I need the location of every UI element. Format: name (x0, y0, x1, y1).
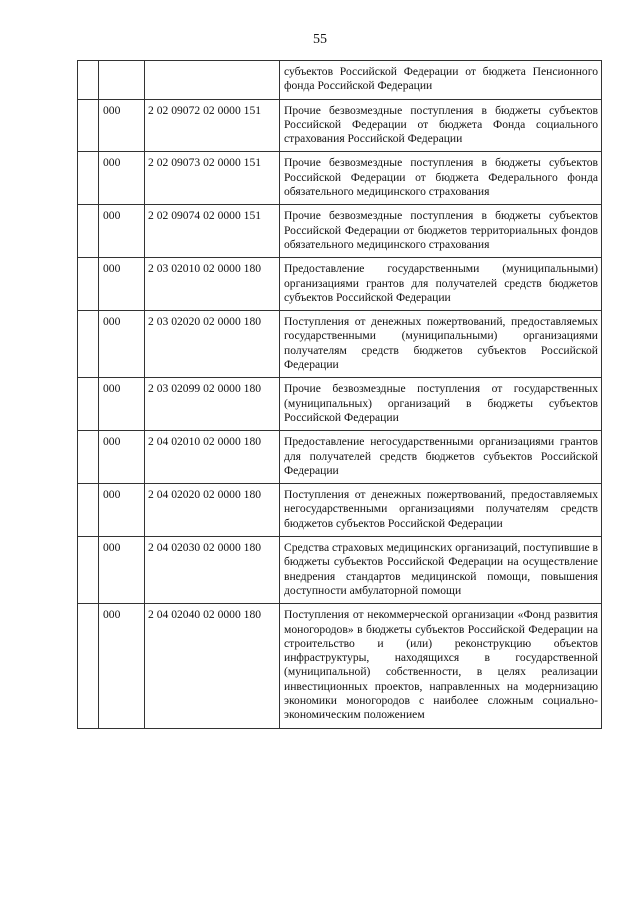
income-name: Предоставление государственными (муниципальными) организациями грантов для получателей средств бюджетов субъектов Российской Федерации (284, 262, 598, 304)
admin-code-cell (99, 152, 145, 205)
budget-code-cell (145, 378, 280, 431)
income-name-cell (280, 99, 602, 152)
admin-code: 000 (103, 156, 121, 170)
budget-code-cell (145, 311, 280, 378)
budget-code: 2 03 02020 02 0000 180 (148, 315, 262, 329)
table-row (78, 99, 602, 152)
budget-code-cell (145, 484, 280, 537)
blank-cell (78, 537, 99, 604)
budget-code: 2 04 02020 02 0000 180 (148, 488, 262, 502)
table-row (78, 484, 602, 537)
income-name: Прочие безвозмездные поступления от государственных (муниципальных) организаций в бюджеты субъектов Российской Федерации (284, 382, 598, 424)
income-name: Предоставление негосударственными организациями грантов для получателей средств бюджетов субъектов Российской Федерации (284, 435, 598, 477)
budget-code-cell (145, 205, 280, 258)
table-row (78, 258, 602, 311)
income-name: Поступления от денежных пожертвований, предоставляемых негосударственными организациями получателям средств бюджетов субъектов Российской Федерации (284, 488, 598, 530)
income-name-cell (280, 484, 602, 537)
table-row (78, 152, 602, 205)
admin-code: 000 (103, 382, 121, 396)
budget-code-cell (145, 258, 280, 311)
budget-code: 2 02 09073 02 0000 151 (148, 156, 262, 170)
blank-cell (78, 311, 99, 378)
income-name: Прочие безвозмездные поступления в бюджеты субъектов Российской Федерации от бюджета Фонда социального страхования Российской Федерации (284, 103, 598, 146)
income-name-cell (280, 152, 602, 205)
table-row (78, 537, 602, 604)
admin-code: 000 (103, 435, 121, 449)
income-name: Поступления от денежных пожертвований, предоставляемых государственными (муниципальными) организациями получателям средств бюджетов субъектов Российской Федерации (284, 315, 598, 372)
admin-code: 000 (103, 488, 121, 502)
admin-code-cell (99, 258, 145, 311)
income-name-cell (280, 431, 602, 484)
table-row (78, 311, 602, 378)
income-name-cell (280, 604, 602, 728)
income-name-cell (280, 61, 602, 100)
budget-classification-table (77, 60, 602, 729)
income-name: субъектов Российской Федерации от бюджета Пенсионного фонда Российской Федерации (284, 65, 598, 93)
income-name-cell (280, 537, 602, 604)
admin-code-cell (99, 205, 145, 258)
blank-cell (78, 205, 99, 258)
budget-code: 2 02 09074 02 0000 151 (148, 209, 262, 223)
admin-code (99, 61, 144, 70)
blank-cell (78, 258, 99, 311)
income-name-cell (280, 311, 602, 378)
income-name: Средства страховых медицинских организаций, поступившие в бюджеты субъектов Российской Федерации на осуществление внедрения стандартов медицинской помощи, повышения доступности амбулаторной помощи (284, 541, 598, 597)
income-name: Поступления от некоммерческой организации «Фонд развития моногородов» в бюджеты субъектов Российской Федерации на строительство и (или) реконструкцию объектов инфраструктуры, находящихся в государственной (муниципальной) собственности, в целях реализации инвестиционных проектов, направленных на модернизацию экономики моногородов с наиболее сложным социально-экономическим положением (284, 608, 598, 722)
budget-code: 2 04 02040 02 0000 180 (148, 608, 262, 622)
admin-code: 000 (103, 262, 121, 276)
admin-code-cell (99, 99, 145, 152)
table-row (78, 604, 602, 728)
budget-code: 2 03 02010 02 0000 180 (148, 262, 262, 276)
budget-code-cell (145, 61, 280, 100)
budget-code-cell (145, 604, 280, 728)
budget-code (145, 61, 279, 70)
admin-code-cell (99, 537, 145, 604)
income-name-cell (280, 258, 602, 311)
admin-code-cell (99, 378, 145, 431)
income-name-cell (280, 378, 602, 431)
budget-code: 2 04 02030 02 0000 180 (148, 541, 262, 555)
admin-code: 000 (103, 541, 121, 555)
admin-code-cell (99, 604, 145, 728)
table-body (78, 61, 602, 729)
blank-cell (78, 604, 99, 728)
table-row (78, 61, 602, 100)
table-row (78, 431, 602, 484)
income-name: Прочие безвозмездные поступления в бюджеты субъектов Российской Федерации от бюджета Федерального фонда обязательного медицинского страхования (284, 156, 598, 199)
admin-code: 000 (103, 315, 121, 329)
blank-cell (78, 152, 99, 205)
admin-code-cell (99, 311, 145, 378)
budget-code-cell (145, 537, 280, 604)
budget-code: 2 02 09072 02 0000 151 (148, 103, 262, 117)
blank-cell (78, 99, 99, 152)
admin-code: 000 (103, 103, 121, 117)
budget-code: 2 04 02010 02 0000 180 (148, 435, 262, 449)
admin-code-cell (99, 61, 145, 100)
blank-cell (78, 484, 99, 537)
budget-code-cell (145, 152, 280, 205)
blank-cell (78, 431, 99, 484)
admin-code: 000 (103, 608, 121, 622)
admin-code-cell (99, 431, 145, 484)
budget-code: 2 03 02099 02 0000 180 (148, 382, 262, 396)
income-name: Прочие безвозмездные поступления в бюджеты субъектов Российской Федерации от бюджетов территориальных фондов обязательного медицинского страхования (284, 209, 598, 251)
table-row (78, 378, 602, 431)
blank-cell (78, 378, 99, 431)
income-name-cell (280, 205, 602, 258)
table-row (78, 205, 602, 258)
page-number: 55 (313, 32, 327, 47)
budget-code-cell (145, 431, 280, 484)
blank-cell (78, 61, 99, 100)
admin-code: 000 (103, 209, 121, 223)
admin-code-cell (99, 484, 145, 537)
budget-code-cell (145, 99, 280, 152)
